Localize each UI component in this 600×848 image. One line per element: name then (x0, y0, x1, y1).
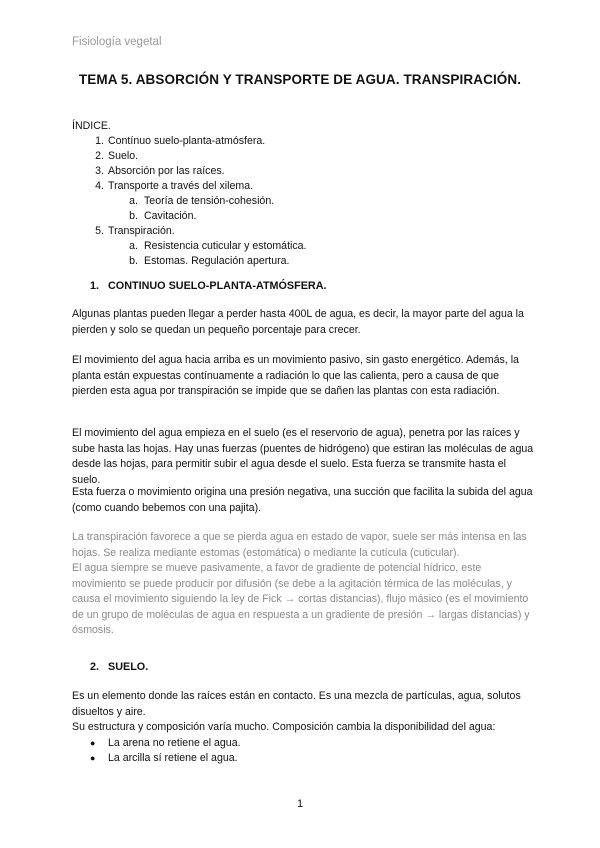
index-item-number: 1. (95, 135, 104, 147)
index-item-text: Transpiración. (108, 225, 175, 237)
section-title: SUELO. (108, 661, 149, 673)
index-subitem-letter: b. (129, 210, 138, 222)
paragraph: Esta fuerza o movimiento origina una presión negativa, una succión que facilita la subida del agua (como cuando bebemos con una pajita). (72, 486, 533, 514)
page-number: 1 (296, 798, 304, 810)
paragraph: Algunas plantas pueden llegar a perder hasta 400L de agua, es decir, la mayor parte del agua la pierden y solo se quedan un pequeño porcentaje para crecer. (72, 308, 524, 336)
section-number: 2. (90, 661, 100, 673)
index-subitem-text: Cavitación. (144, 210, 197, 222)
paragraph-gray: La transpiración favorece a que se pierda agua en estado de vapor, suele ser más intensa en las hojas. Se realiza mediante estomas (estomática) o mediante la cutícula (cuticular). (72, 531, 527, 559)
paragraph: El movimiento del agua empieza en el suelo (es el reservorio de agua), penetra por las raíces y sube hasta las hojas. Hay unas fuerzas (puentes de hidrógeno) que estiran las moléculas de agua desde las hojas, para permitir subir el agua desde el suelo. Esta fuerza se transmite hasta el suelo. (72, 427, 534, 486)
index-subitem-text: Estomas. Regulación apertura. (144, 255, 290, 267)
index-item-number: 2. (95, 150, 104, 162)
running-header: Fisiología vegetal (72, 36, 162, 48)
index-subitem-text: Resistencia cuticular y estomática. (144, 240, 307, 252)
bullet-text: La arena no retiene el agua. (108, 737, 241, 749)
section-number: 1. (90, 280, 100, 292)
index-item-number: 4. (95, 180, 104, 192)
section-heading (90, 661, 148, 673)
index-item-text: Transporte a través del xilema. (108, 180, 254, 192)
bullet-text: La arcilla sí retiene el agua. (108, 752, 238, 764)
index-subitem-text: Teoría de tensión-cohesión. (144, 195, 275, 207)
section-heading (90, 280, 327, 292)
page-title: TEMA 5. ABSORCIÓN Y TRANSPORTE DE AGUA. TRANSPIRACIÓN. (78, 72, 522, 87)
paragraph: Su estructura y composición varía mucho. Composición cambia la disponibilidad del agua: (72, 721, 496, 733)
index-subitem-letter: b. (129, 255, 138, 267)
index-item-number: 3. (95, 165, 104, 177)
section-title: CONTINUO SUELO-PLANTA-ATMÓSFERA. (108, 280, 327, 292)
paragraph-gray: El agua siempre se mueve pasivamente, a favor de gradiente de potencial hídrico, este movimiento se puede producir por difusión (se debe a la agitación térmica de las moléculas, y causa el movimiento siguiendo la ley de Fick → cortas distancias), flujo másico (es el movimiento de un grupo de moléculas de agua en respuesta a un gradiente de presión → largas distancias) y ósmosis. (72, 562, 530, 637)
index-item-text: Suelo. (108, 150, 139, 162)
index-subitem-letter: a. (129, 195, 138, 207)
paragraph: Es un elemento donde las raíces están en contacto. Es una mezcla de partículas, agua, solutos disueltos y aire. (72, 690, 521, 718)
bullet-icon: ● (90, 738, 96, 748)
index-item-text: Contínuo suelo-planta-atmósfera. (108, 135, 266, 147)
index-item-number: 5. (95, 225, 104, 237)
bullet-icon: ● (90, 753, 96, 763)
index-subitem-letter: a. (129, 240, 138, 252)
paragraph: El movimiento del agua hacia arriba es un movimiento pasivo, sin gasto energético. Además, la planta están expuestas contínuamente a radiación lo que las calienta, pero a causa de que pierden esta agua por transpiración se impide que se dañen las plantas con esta radiación. (72, 354, 519, 398)
index-label: ÍNDICE. (72, 120, 111, 132)
index-item-text: Absorción por las raíces. (108, 165, 225, 177)
